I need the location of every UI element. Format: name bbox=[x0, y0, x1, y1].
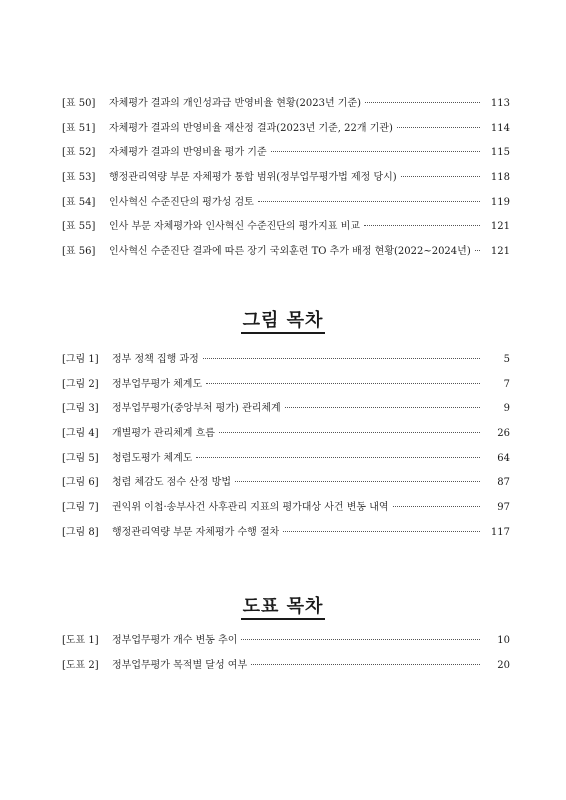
entry-title: 인사혁신 수준진단의 평가성 검토 bbox=[109, 196, 254, 208]
entry-page: 87 bbox=[497, 477, 510, 489]
toc-entry[interactable] bbox=[62, 97, 510, 122]
charts-heading bbox=[0, 592, 566, 618]
toc-entry[interactable] bbox=[62, 146, 510, 171]
entry-label: [그림 6] bbox=[62, 477, 99, 489]
entry-title: 개별평가 관리체계 흐름 bbox=[112, 428, 215, 440]
entry-label: [표 55] bbox=[62, 221, 96, 233]
entry-page: 26 bbox=[497, 428, 510, 440]
entry-page: 7 bbox=[503, 378, 510, 390]
entry-label: [도표 1] bbox=[62, 635, 99, 646]
toc-entry[interactable] bbox=[62, 245, 510, 270]
entry-page: 10 bbox=[497, 635, 510, 646]
entry-page: 115 bbox=[490, 147, 510, 159]
entry-page: 121 bbox=[490, 246, 510, 258]
figures-heading bbox=[0, 306, 566, 332]
entry-page: 119 bbox=[490, 196, 510, 208]
entry-label: [그림 1] bbox=[62, 354, 99, 365]
toc-entry[interactable] bbox=[62, 378, 510, 403]
entry-page: 117 bbox=[490, 526, 510, 538]
dot-leader bbox=[285, 407, 480, 408]
dot-leader bbox=[206, 383, 480, 384]
toc-entry[interactable] bbox=[62, 526, 510, 551]
entry-title: 자체평가 결과의 반영비율 평가 기준 bbox=[109, 147, 267, 159]
toc-entry[interactable] bbox=[62, 196, 510, 221]
dot-leader bbox=[196, 457, 480, 458]
dot-leader bbox=[219, 432, 480, 433]
entry-label: [표 53] bbox=[62, 172, 96, 184]
entry-title: 자체평가 결과의 반영비율 재산정 결과(2023년 기준, 22개 기관) bbox=[109, 122, 393, 134]
dot-leader bbox=[271, 151, 480, 152]
toc-entry[interactable] bbox=[62, 634, 510, 659]
entry-label: [표 51] bbox=[62, 122, 96, 134]
dot-leader bbox=[365, 102, 480, 103]
entry-title: 정부 정책 집행 과정 bbox=[112, 354, 199, 365]
entry-page: 97 bbox=[497, 502, 510, 514]
entry-label: [그림 4] bbox=[62, 428, 99, 440]
entry-title: 청렴도평가 체계도 bbox=[112, 452, 193, 464]
entry-page: 20 bbox=[497, 659, 510, 671]
toc-entry[interactable] bbox=[62, 659, 510, 684]
toc-entry[interactable] bbox=[62, 220, 510, 245]
entry-title: 정부업무평가 개수 변동 추이 bbox=[112, 635, 238, 646]
dot-leader bbox=[393, 506, 480, 507]
dot-leader bbox=[203, 358, 480, 359]
toc-entry[interactable] bbox=[62, 171, 510, 196]
toc-entry[interactable] bbox=[62, 122, 510, 147]
dot-leader bbox=[475, 250, 480, 251]
dot-leader bbox=[258, 201, 480, 202]
toc-entry[interactable] bbox=[62, 476, 510, 501]
entry-page: 64 bbox=[497, 452, 510, 464]
entry-page: 114 bbox=[490, 122, 510, 134]
dot-leader bbox=[397, 127, 480, 128]
entry-page: 118 bbox=[490, 172, 510, 184]
entry-title: 청렴 체감도 점수 산정 방법 bbox=[112, 477, 231, 489]
entry-title: 정부업무평가 목적별 달성 여부 bbox=[112, 659, 248, 671]
entry-label: [도표 2] bbox=[62, 659, 99, 671]
chart-list bbox=[62, 634, 510, 683]
entry-label: [표 50] bbox=[62, 98, 96, 109]
dot-leader bbox=[241, 639, 480, 640]
entry-label: [그림 8] bbox=[62, 526, 99, 538]
entry-label: [표 56] bbox=[62, 246, 96, 258]
entry-title: 권익위 이첩·송부사건 사후관리 지표의 평가대상 사건 변동 내역 bbox=[112, 502, 389, 514]
toc-entry[interactable] bbox=[62, 501, 510, 526]
dot-leader bbox=[401, 176, 480, 177]
entry-page: 5 bbox=[503, 354, 510, 365]
entry-label: [그림 3] bbox=[62, 403, 99, 415]
charts-heading-text: 도표 목차 bbox=[241, 596, 326, 620]
entry-title: 인사 부문 자체평가와 인사혁신 수준진단의 평가지표 비교 bbox=[109, 221, 360, 233]
entry-label: [표 54] bbox=[62, 196, 96, 208]
toc-entry[interactable] bbox=[62, 427, 510, 452]
figures-heading-text: 그림 목차 bbox=[241, 310, 326, 334]
entry-label: [그림 7] bbox=[62, 502, 99, 514]
entry-page: 113 bbox=[490, 98, 510, 109]
figure-list bbox=[62, 353, 510, 551]
entry-page: 121 bbox=[490, 221, 510, 233]
toc-entry[interactable] bbox=[62, 353, 510, 378]
entry-page: 9 bbox=[503, 403, 510, 415]
toc-entry[interactable] bbox=[62, 452, 510, 477]
entry-label: [그림 2] bbox=[62, 378, 99, 390]
entry-title: 정부업무평가(중앙부처 평가) 관리체계 bbox=[112, 403, 281, 415]
entry-title: 정부업무평가 체계도 bbox=[112, 378, 203, 390]
entry-title: 인사혁신 수준진단 결과에 따른 장기 국외훈련 TO 추가 배정 현황(2022~2024년) bbox=[109, 246, 471, 258]
entry-label: [그림 5] bbox=[62, 452, 99, 464]
dot-leader bbox=[364, 225, 480, 226]
entry-title: 행정관리역량 부문 자체평가 수행 절차 bbox=[112, 526, 280, 538]
entry-title: 자체평가 결과의 개인성과급 반영비율 현황(2023년 기준) bbox=[109, 98, 362, 109]
entry-label: [표 52] bbox=[62, 147, 96, 159]
dot-leader bbox=[251, 664, 480, 665]
table-list bbox=[62, 97, 510, 270]
entry-title: 행정관리역량 부문 자체평가 통합 범위(정부업무평가법 제정 당시) bbox=[109, 172, 397, 184]
toc-entry[interactable] bbox=[62, 402, 510, 427]
dot-leader bbox=[235, 481, 480, 482]
dot-leader bbox=[283, 531, 480, 532]
